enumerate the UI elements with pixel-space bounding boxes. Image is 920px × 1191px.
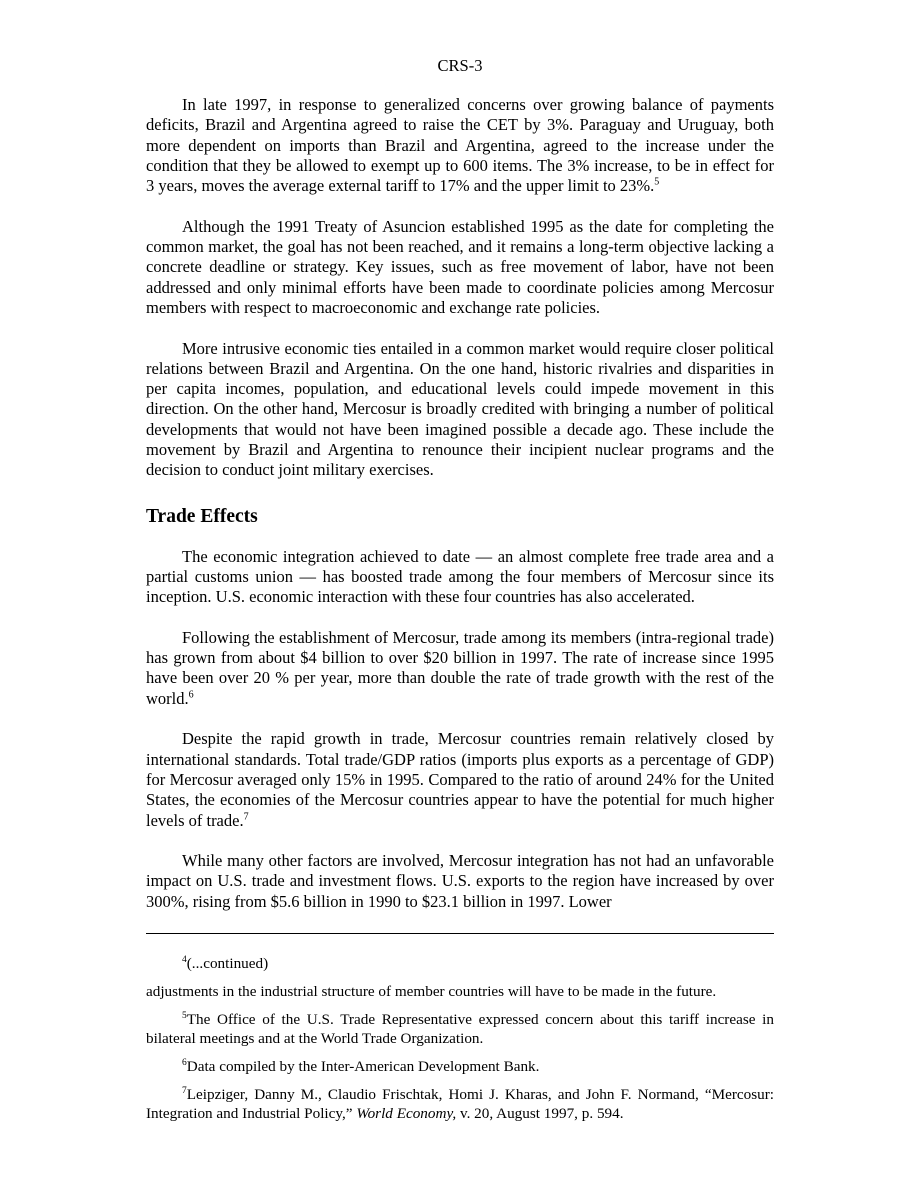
paragraph-cet-increase: In late 1997, in response to generalized concerns over growing balance of payments deficits, Brazil and Argentina agreed to raise the CET by 3%. Paraguay and Uruguay, both more dependent on imports than Brazil and Argentina, agreed to the increase under the condition that they be allowed to exempt up to 600 items. The 3% increase, to be in effect for 3 years, moves the average external tariff to 17% and the upper limit to 23%.$^5$ (146, 95, 774, 196)
footnotes (146, 954, 774, 1132)
body-text (146, 95, 774, 932)
paragraph-economic-integration: The economic integration achieved to date — an almost complete free trade area and a partial customs union — has boosted trade among the four members of Mercosur since its inception. U.S. economic interaction with these four countries has also accelerated. (146, 546, 774, 607)
footnote-ref-6[interactable]: 6 (188, 689, 194, 701)
paragraph-us-exports: While many other factors are involved, Mercosur integration has not had an unfavorable impact on U.S. trade and investment flows. U.S. exports to the region have increased by over 300%, rising from $5.6 billion in 1990 to $23.1 billion in 1997. Lower (146, 851, 774, 911)
footnote-ref-7[interactable]: 7 (243, 811, 249, 822)
footnote-6: $^6$Data compiled by the Inter-American Development Bank. (182, 1057, 540, 1075)
footnote-ref-5[interactable]: 5 (654, 176, 660, 188)
footnote-7: $^7$Leipziger, Danny M., Claudio Frischtak, Homi J. Kharas, and John F. Normand, “Mercosur: Integration and Industrial Policy,” World Economy, v. 20, August 1997, p. 594. (146, 1085, 774, 1122)
footnote-divider (146, 933, 774, 934)
footnote-4-continuation: adjustments in the industrial structure of member countries will have to be made in the future. (146, 983, 717, 1000)
footnote-5: $^5$The Office of the U.S. Trade Representative expressed concern about this tariff increase in bilateral meetings and at the World Trade Organization. (146, 1010, 774, 1047)
paragraph-intra-regional-trade: Following the establishment of Mercosur, trade among its members (intra-regional trade) has grown from about $4 billion to over $20 billion in 1997. The rate of increase since 1995 have been over 20 % per year, more than double the rate of trade growth with the rest of the world.$^6$ (146, 627, 774, 708)
paragraph-trade-gdp-ratios: Despite the rapid growth in trade, Mercosur countries remain relatively closed by international standards. Total trade/GDP ratios (imports plus exports as a percentage of GDP) for Mercosur averaged only 15% in 1995. Compared to the ratio of around 24% for the United States, the economies of the Mercosur countries appear to have the potential for much higher levels of trade.$^7$ (146, 729, 774, 830)
paragraph-political-relations: More intrusive economic ties entailed in a common market would require closer political relations between Brazil and Argentina. On the one hand, historic rivalries and disparities in per capita incomes, population, and educational levels could impede movement in this direction. On the other hand, Mercosur is broadly credited with bringing a number of political developments that would not have been imagined possible a decade ago. These include the movement by Brazil and Argentina to renounce their incipient nuclear programs and the decision to conduct joint military exercises. (146, 338, 774, 480)
page-header (0, 56, 920, 76)
footnote-4-label: $^4$(...continued) (182, 954, 269, 972)
page-number: CRS-3 (437, 56, 483, 75)
journal-title: World Economy, (356, 1105, 457, 1122)
section-heading-trade-effects: Trade Effects (146, 505, 258, 527)
paragraph-treaty-asuncion: Although the 1991 Treaty of Asuncion established 1995 as the date for completing the common market, the goal has not been reached, and it remains a long-term objective lacking a concrete deadline or strategy. Key issues, such as free movement of labor, have not been addressed and only minimal efforts have been made to coordinate policies among Mercosur members with respect to macroeconomic and exchange rate policies. (146, 216, 774, 317)
